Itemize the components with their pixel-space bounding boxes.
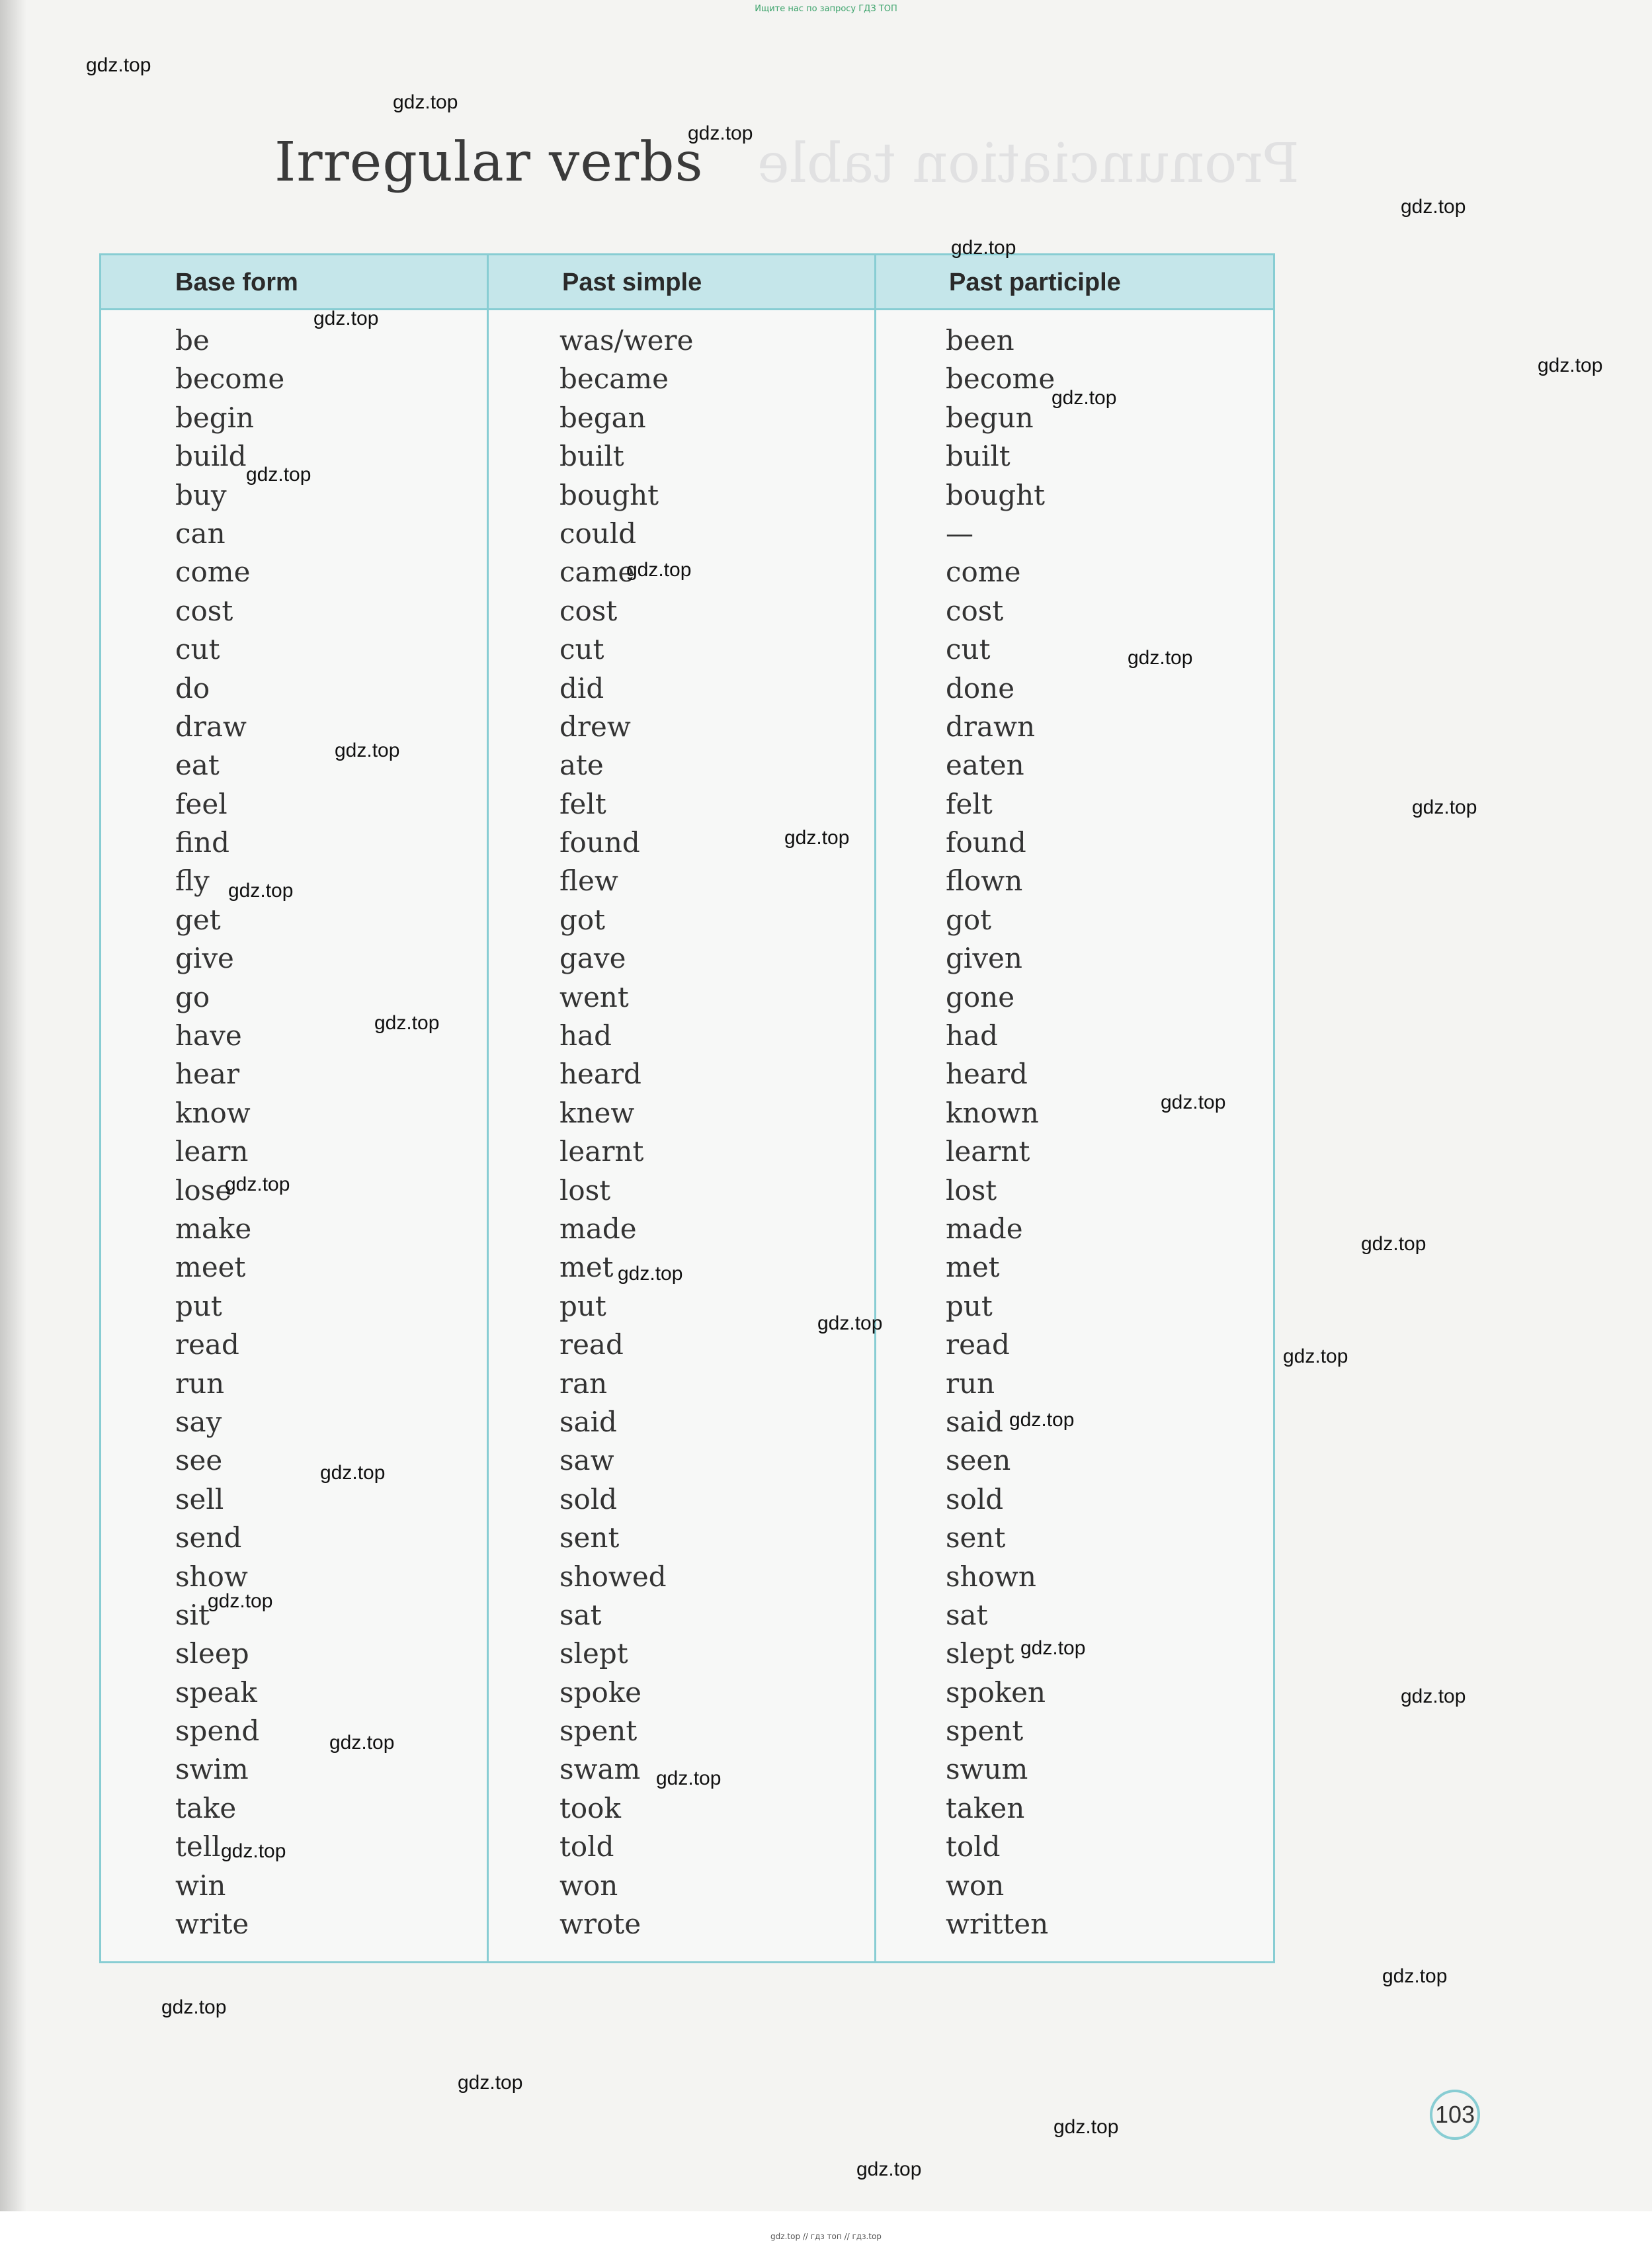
page-bottom-margin: [0, 2211, 1652, 2251]
watermark: gdz.top: [1382, 1965, 1448, 1987]
past-participle-cell: cut: [946, 633, 991, 666]
past-participle-cell: done: [946, 671, 1015, 704]
past-simple-cell: won: [559, 1869, 618, 1902]
past-participle-cell: seen: [946, 1444, 1011, 1477]
page-binding-shadow: [0, 0, 26, 2251]
watermark: gdz.top: [1009, 1409, 1075, 1431]
base-form-cell: sleep: [175, 1637, 249, 1670]
base-form-cell: buy: [175, 478, 227, 511]
base-form-cell: give: [175, 942, 234, 975]
past-simple-cell: wrote: [559, 1908, 641, 1941]
past-participle-cell: made: [946, 1212, 1023, 1245]
base-form-cell: write: [175, 1908, 249, 1941]
base-form-cell: learn: [175, 1135, 249, 1168]
base-form-cell: read: [175, 1328, 239, 1361]
past-simple-cell: began: [559, 401, 646, 434]
base-form-cell: do: [175, 671, 210, 704]
base-form-column: [175, 321, 284, 1943]
watermark: gdz.top: [161, 1996, 227, 2018]
past-participle-cell: got: [946, 903, 992, 936]
past-simple-cell: spoke: [559, 1676, 642, 1709]
past-simple-cell: gave: [559, 942, 626, 975]
past-simple-cell: felt: [559, 787, 606, 820]
past-simple-cell: took: [559, 1791, 621, 1824]
past-participle-cell: lost: [946, 1173, 997, 1207]
past-simple-cell: put: [559, 1289, 606, 1322]
past-participle-cell: told: [946, 1830, 1001, 1863]
past-participle-cell: heard: [946, 1058, 1028, 1091]
base-form-cell: can: [175, 517, 226, 550]
past-simple-cell: went: [559, 980, 629, 1013]
base-form-cell: speak: [175, 1676, 257, 1709]
base-form-cell: hear: [175, 1058, 240, 1091]
past-participle-cell: drawn: [946, 710, 1036, 743]
base-form-cell: come: [175, 556, 251, 589]
base-form-cell: know: [175, 1096, 251, 1129]
base-form-cell: meet: [175, 1251, 246, 1284]
past-simple-cell: swam: [559, 1753, 641, 1786]
page-title: Irregular verbs: [274, 131, 704, 194]
base-form-cell: run: [175, 1367, 225, 1400]
header-past-simple: Past simple: [562, 269, 702, 296]
past-participle-cell: felt: [946, 787, 993, 820]
past-participle-cell: spoken: [946, 1676, 1046, 1709]
base-form-cell: cost: [175, 594, 233, 627]
watermark: gdz.top: [1401, 1685, 1466, 1707]
base-form-cell: spend: [175, 1715, 260, 1748]
base-form-cell: find: [175, 826, 229, 859]
watermark: gdz.top: [1052, 387, 1117, 409]
base-form-cell: tell: [175, 1830, 221, 1863]
base-form-cell: begin: [175, 401, 255, 434]
past-simple-cell: said: [559, 1405, 617, 1438]
base-form-cell: lose: [175, 1173, 232, 1207]
past-simple-cell: drew: [559, 710, 631, 743]
past-simple-cell: told: [559, 1830, 614, 1863]
past-participle-cell: cost: [946, 594, 1004, 627]
past-participle-cell: built: [946, 440, 1011, 473]
past-simple-cell: met: [559, 1251, 614, 1284]
past-participle-cell: bought: [946, 478, 1046, 511]
watermark: gdz.top: [1412, 796, 1477, 818]
past-simple-cell: ran: [559, 1367, 608, 1400]
past-participle-cell: spent: [946, 1715, 1024, 1748]
past-participle-cell: run: [946, 1367, 995, 1400]
watermark: gdz.top: [393, 91, 458, 113]
past-simple-cell: sat: [559, 1598, 602, 1631]
past-simple-cell: became: [559, 362, 669, 396]
watermark: gdz.top: [1020, 1637, 1086, 1659]
watermark: gdz.top: [1053, 2116, 1119, 2138]
past-participle-cell: shown: [946, 1560, 1036, 1593]
base-form-cell: get: [175, 903, 221, 936]
base-form-cell: become: [175, 362, 285, 396]
past-participle-cell: sat: [946, 1598, 988, 1631]
watermark: gdz.top: [228, 880, 294, 902]
past-participle-cell: learnt: [946, 1135, 1030, 1168]
watermark: gdz.top: [1401, 196, 1466, 218]
watermark: gdz.top: [221, 1840, 286, 1862]
past-participle-cell: become: [946, 362, 1055, 396]
past-participle-cell: read: [946, 1328, 1010, 1361]
past-participle-cell: gone: [946, 980, 1015, 1013]
irregular-verbs-table: [99, 253, 1275, 1963]
base-form-cell: build: [175, 440, 247, 473]
past-simple-cell: came: [559, 556, 635, 589]
base-form-cell: see: [175, 1444, 223, 1477]
past-participle-cell: been: [946, 324, 1014, 357]
past-simple-cell: built: [559, 440, 624, 473]
past-participle-cell: —: [946, 517, 973, 550]
base-form-cell: feel: [175, 787, 227, 820]
past-simple-cell: bought: [559, 478, 659, 511]
watermark: gdz.top: [656, 1767, 722, 1789]
top-note: Ищите нас по запросу ГДЗ ТОП: [755, 4, 897, 14]
watermark: gdz.top: [618, 1263, 683, 1285]
watermark: gdz.top: [320, 1462, 386, 1484]
past-simple-cell: saw: [559, 1444, 614, 1477]
past-participle-cell: taken: [946, 1791, 1025, 1824]
past-participle-cell: given: [946, 942, 1022, 975]
past-participle-cell: had: [946, 1019, 998, 1052]
base-form-cell: cut: [175, 633, 220, 666]
past-simple-cell: cost: [559, 594, 618, 627]
past-participle-cell: found: [946, 826, 1026, 859]
watermark: gdz.top: [225, 1173, 290, 1195]
base-form-cell: show: [175, 1560, 248, 1593]
watermark: gdz.top: [208, 1590, 273, 1612]
past-participle-cell: sent: [946, 1521, 1006, 1554]
past-participle-cell: won: [946, 1869, 1005, 1902]
past-simple-cell: knew: [559, 1096, 635, 1129]
base-form-cell: make: [175, 1212, 252, 1245]
past-simple-cell: cut: [559, 633, 604, 666]
past-simple-cell: showed: [559, 1560, 667, 1593]
past-simple-cell: found: [559, 826, 640, 859]
past-participle-cell: come: [946, 556, 1021, 589]
watermark: gdz.top: [329, 1732, 395, 1754]
past-participle-cell: known: [946, 1096, 1039, 1129]
watermark: gdz.top: [1161, 1091, 1226, 1113]
watermark: gdz.top: [626, 559, 692, 581]
watermark: gdz.top: [1283, 1345, 1348, 1367]
past-participle-cell: flown: [946, 865, 1023, 898]
watermark: gdz.top: [246, 464, 311, 486]
watermark: gdz.top: [374, 1012, 440, 1034]
past-participle-cell: swum: [946, 1753, 1028, 1786]
base-form-cell: go: [175, 980, 210, 1013]
column-divider: [874, 255, 876, 1961]
past-simple-cell: heard: [559, 1058, 641, 1091]
base-form-cell: send: [175, 1521, 242, 1554]
past-simple-cell: ate: [559, 749, 604, 782]
past-participle-cell: written: [946, 1908, 1049, 1941]
past-participle-cell: begun: [946, 401, 1034, 434]
base-form-cell: take: [175, 1791, 237, 1824]
watermark: gdz.top: [1538, 355, 1603, 376]
base-form-cell: be: [175, 324, 210, 357]
watermark: gdz.top: [688, 122, 753, 144]
past-simple-cell: read: [559, 1328, 624, 1361]
watermark: gdz.top: [951, 237, 1016, 259]
past-simple-cell: sent: [559, 1521, 620, 1554]
past-participle-column: [946, 321, 1055, 1943]
watermark: gdz.top: [1128, 647, 1193, 669]
past-participle-cell: eaten: [946, 749, 1024, 782]
watermark: gdz.top: [856, 2158, 922, 2180]
watermark: gdz.top: [458, 2072, 523, 2094]
base-form-cell: sit: [175, 1598, 210, 1631]
past-simple-cell: got: [559, 903, 606, 936]
base-form-cell: fly: [175, 865, 210, 898]
base-form-cell: draw: [175, 710, 247, 743]
past-simple-cell: learnt: [559, 1135, 644, 1168]
past-simple-cell: flew: [559, 865, 618, 898]
bottom-note: gdz.top // гдз топ // гдз.top: [770, 2232, 882, 2241]
past-participle-cell: slept: [946, 1637, 1014, 1670]
watermark: gdz.top: [335, 740, 400, 761]
watermark: gdz.top: [817, 1312, 883, 1334]
past-participle-cell: put: [946, 1289, 993, 1322]
past-participle-cell: said: [946, 1405, 1003, 1438]
past-simple-cell: spent: [559, 1715, 638, 1748]
past-simple-cell: sold: [559, 1482, 618, 1515]
base-form-cell: put: [175, 1289, 222, 1322]
past-simple-cell: had: [559, 1019, 612, 1052]
past-participle-cell: met: [946, 1251, 1000, 1284]
base-form-cell: swim: [175, 1753, 249, 1786]
past-simple-cell: was/were: [559, 324, 694, 357]
base-form-cell: say: [175, 1405, 222, 1438]
header-base-form: Base form: [175, 269, 298, 296]
base-form-cell: sell: [175, 1482, 224, 1515]
watermark: gdz.top: [86, 54, 151, 76]
column-divider: [487, 255, 489, 1961]
page-number: 103: [1430, 2090, 1480, 2140]
base-form-cell: win: [175, 1869, 226, 1902]
past-simple-cell: lost: [559, 1173, 611, 1207]
watermark: gdz.top: [313, 308, 379, 329]
past-simple-cell: made: [559, 1212, 637, 1245]
base-form-cell: eat: [175, 749, 220, 782]
watermark: gdz.top: [784, 827, 850, 849]
past-simple-cell: did: [559, 671, 604, 704]
base-form-cell: have: [175, 1019, 242, 1052]
past-simple-cell: could: [559, 517, 637, 550]
past-participle-cell: sold: [946, 1482, 1004, 1515]
past-simple-cell: slept: [559, 1637, 628, 1670]
header-past-participle: Past participle: [949, 269, 1121, 296]
bleed-through-title: Pronunciation table: [757, 132, 1300, 195]
watermark: gdz.top: [1361, 1233, 1426, 1255]
